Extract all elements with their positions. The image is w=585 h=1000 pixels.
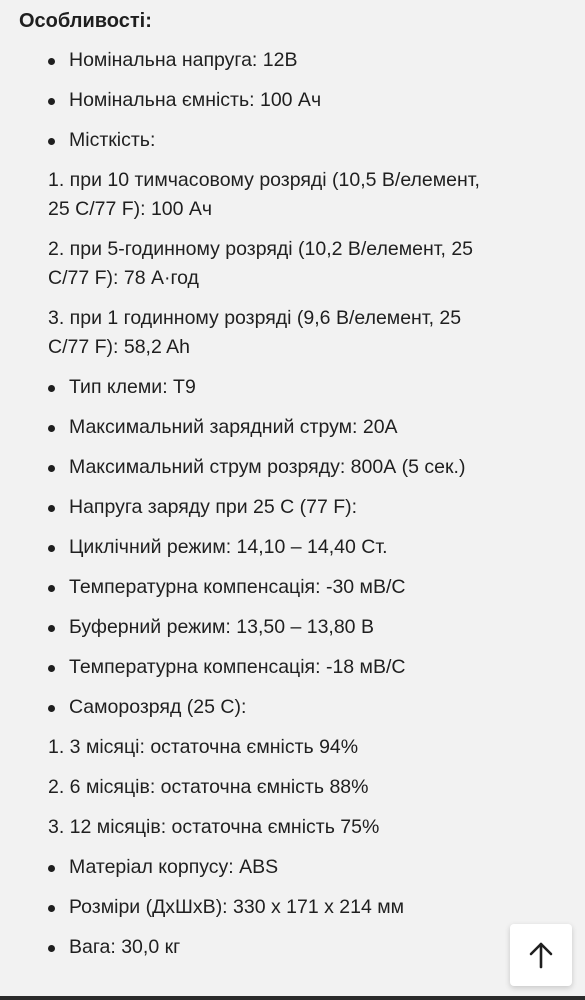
bullet-icon — [48, 385, 55, 392]
list-item-text: Напруга заряду при 25 С (77 F): — [69, 496, 358, 518]
list-item-text: Температурна компенсація: -30 мВ/С — [69, 576, 406, 598]
list-item-text: Номінальна ємність: 100 Ач — [69, 89, 322, 111]
bullet-icon — [48, 905, 55, 912]
scroll-to-top-button[interactable] — [510, 924, 572, 986]
bullet-icon — [48, 545, 55, 552]
numbered-item: C/77 F): 58,2 Ah — [48, 336, 190, 358]
bullet-icon — [48, 705, 55, 712]
numbered-item: 3. при 1 годинному розряді (9,6 В/елемент, 25 — [48, 307, 462, 329]
arrow-up-icon — [526, 940, 556, 970]
bullet-icon — [48, 98, 55, 105]
bullet-icon — [48, 58, 55, 65]
list-item-text: Розміри (ДхШхВ): 330 x 171 x 214 мм — [69, 896, 405, 918]
list-item-text: Місткість: — [69, 129, 156, 151]
numbered-item: 25 C/77 F): 100 Ач — [48, 198, 213, 220]
bullet-icon — [48, 625, 55, 632]
list-item-text: Номінальна напруга: 12В — [69, 49, 298, 71]
numbered-item: 1. при 10 тимчасовому розряді (10,5 В/елемент, — [48, 169, 480, 191]
section-heading: Особливості: — [19, 10, 152, 32]
list-item-text: Максимальний струм розряду: 800А (5 сек.) — [69, 456, 466, 478]
numbered-item: 3. 12 місяців: остаточна ємність 75% — [48, 816, 380, 838]
list-item-text: Вага: 30,0 кг — [69, 936, 181, 958]
list-item-text: Циклічний режим: 14,10 – 14,40 Ст. — [69, 536, 388, 558]
list-item-text: Максимальний зарядний струм: 20А — [69, 416, 398, 438]
list-item-text: Саморозряд (25 С): — [69, 696, 247, 718]
numbered-item: 2. 6 місяців: остаточна ємність 88% — [48, 776, 369, 798]
numbered-item: C/77 F): 78 А·год — [48, 267, 199, 289]
list-item-text: Температурна компенсація: -18 мВ/С — [69, 656, 406, 678]
bottom-bar — [0, 996, 585, 1000]
bullet-icon — [48, 945, 55, 952]
list-item-text: Буферний режим: 13,50 – 13,80 В — [69, 616, 374, 638]
bullet-icon — [48, 138, 55, 145]
bullet-icon — [48, 665, 55, 672]
list-item-text: Тип клеми: T9 — [69, 376, 196, 398]
numbered-item: 1. 3 місяці: остаточна ємність 94% — [48, 736, 359, 758]
bullet-icon — [48, 465, 55, 472]
bullet-icon — [48, 505, 55, 512]
bullet-icon — [48, 865, 55, 872]
bullet-icon — [48, 425, 55, 432]
list-item-text: Матеріал корпусу: ABS — [69, 856, 279, 878]
numbered-item: 2. при 5-годинному розряді (10,2 В/елемент, 25 — [48, 238, 474, 260]
bullet-icon — [48, 585, 55, 592]
